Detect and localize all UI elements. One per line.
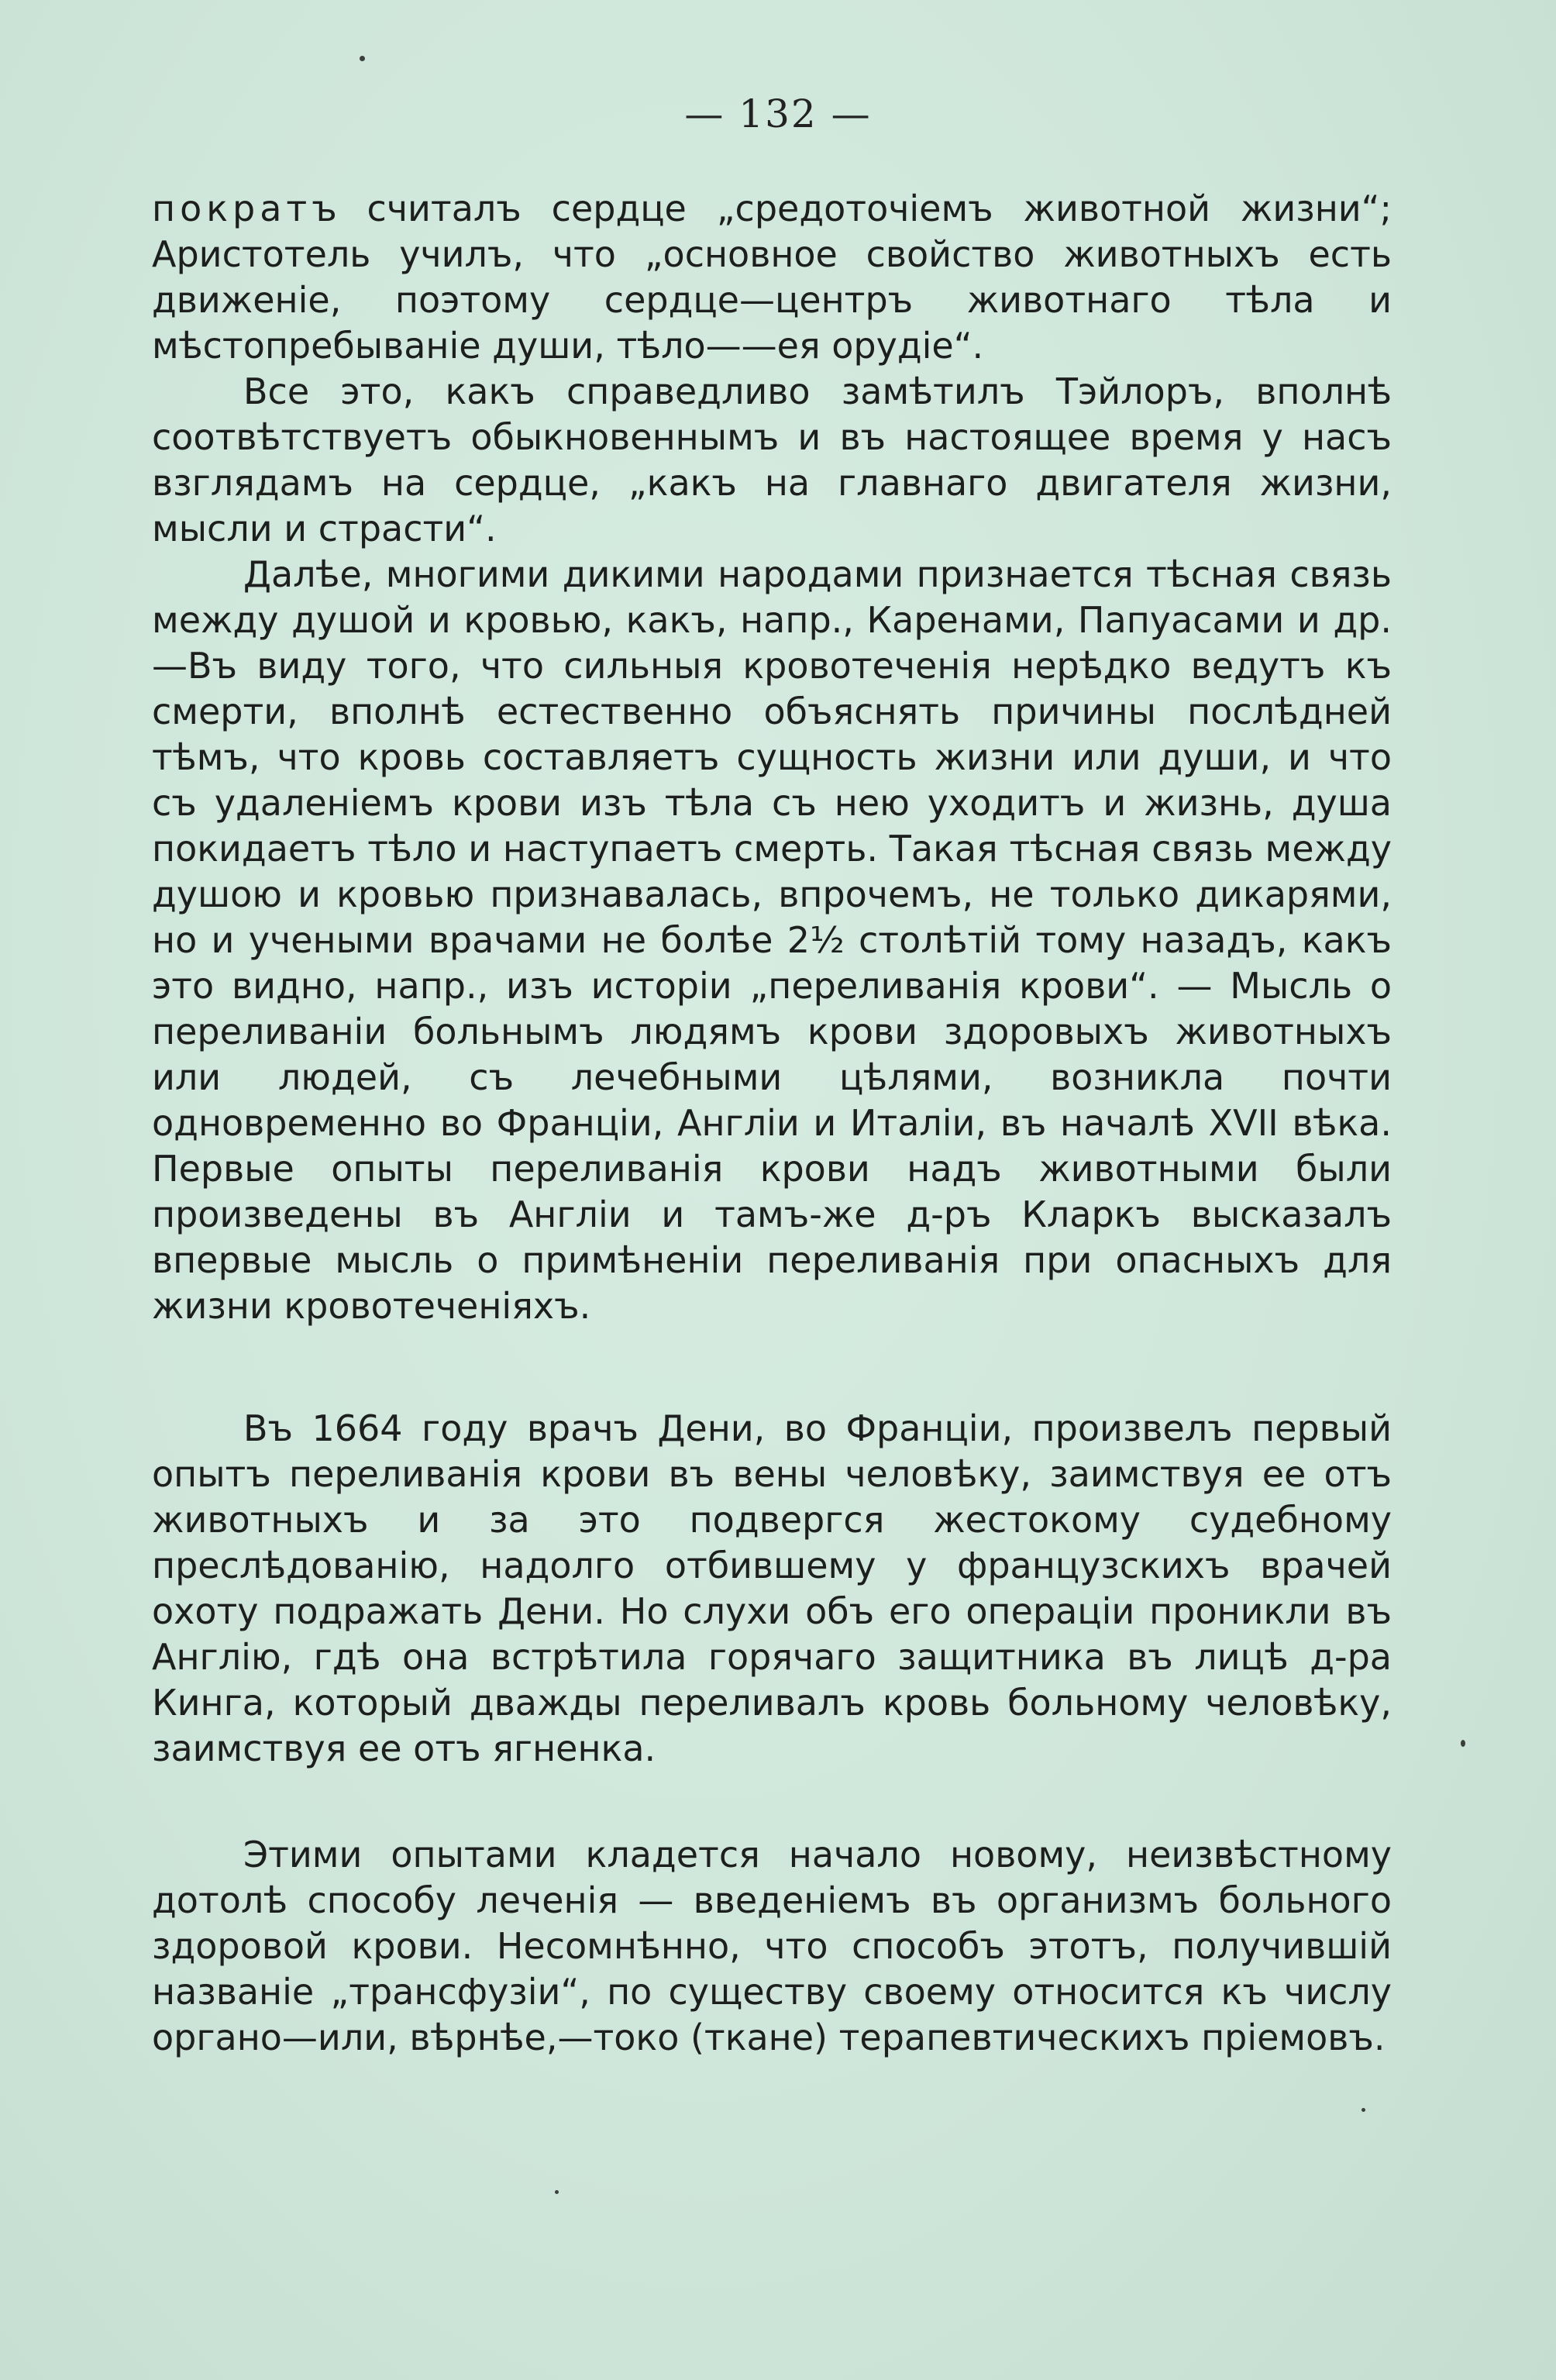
paragraph-2 <box>152 369 1392 552</box>
paragraph-2-text: Все это, какъ справедливо замѣтилъ Тэйлоръ, вполнѣ соотвѣтствуетъ обыкновеннымъ и въ настоящее время у насъ взглядамъ на сердце, „какъ на главнаго двигателя жизни, мысли и страсти“. <box>152 370 1392 549</box>
paragraph-4-text: Въ 1664 году врачъ Дени, во Франціи, произвелъ первый опытъ переливанія крови въ вены человѣку, заимствуя ее отъ животныхъ и за это подвергся жестокому судебному преслѣдованію, надолго отбившему у французскихъ врачей охоту подражать Дени. Но слухи объ его операціи проникли въ Англію, гдѣ она встрѣтила горячаго защитника въ лицѣ д-ра Кинга, который дважды переливалъ кровь больному человѣку, заимствуя ее отъ ягненка. <box>152 1407 1392 1769</box>
paragraph-1 <box>152 186 1392 369</box>
paper-speck <box>1461 1740 1465 1747</box>
paragraph-3-text: Далѣе, многими дикими народами признается тѣсная связь между душой и кровью, какъ, напр., Каренами, Папуасами и др.—Въ виду того, что сильныя кровотеченія нерѣдко ведутъ къ смерти, вполнѣ естественно объяснять причины послѣдней тѣмъ, что кровь составляетъ сущность жизни или души, и что съ удаленіемъ крови изъ тѣла съ нею уходитъ и жизнь, душа покидаетъ тѣло и наступаетъ смерть. Такая тѣсная связь между душою и кровью признавалась, впрочемъ, не только дикарями, но и учеными врачами не болѣе 2½ столѣтій тому назадъ, какъ это видно, напр., изъ исторіи „переливанія крови“. — Мысль о переливаніи больнымъ людямъ крови здоровыхъ животныхъ или людей, съ лечебными цѣлями, возникла почти одновременно во Франціи, Англіи и Италіи, въ началѣ XVII вѣка. Первые опыты переливанія крови надъ животными были произведены въ Англіи и тамъ-же д-ръ Кларкъ высказалъ впервые мысль о примѣненіи переливанія при опасныхъ для жизни кровотеченіяхъ. <box>152 553 1392 1327</box>
paragraph-3 <box>152 552 1392 1329</box>
paragraph-1-text: ъ считалъ сердце „средоточіемъ животной жизни“; Аристотель училъ, что „основное свойство животныхъ есть движеніе, поэтому сердце—центръ животнаго тѣла и мѣстопребываніе души, тѣло——ея орудіе“. <box>152 188 1392 367</box>
paragraph-5-text: Этими опытами кладется начало новому, неизвѣстному дотолѣ способу леченія — введеніемъ въ организмъ больного здоровой крови. Несомнѣнно, что способъ этотъ, получившій названіе „трансфузіи“, по существу своему относится къ числу органо—или, вѣрнѣе,—токо (ткане) терапевтическихъ пріемовъ. <box>152 1834 1392 2058</box>
paper-speck <box>360 56 365 61</box>
paragraph-1-spaced-start: пократ <box>152 188 312 229</box>
paper-speck <box>555 2190 559 2194</box>
paragraph-4 <box>152 1406 1392 1772</box>
paper-speck <box>1362 2108 1365 2112</box>
paragraph-5 <box>152 1832 1392 2061</box>
page-number: — 132 — <box>684 91 872 136</box>
